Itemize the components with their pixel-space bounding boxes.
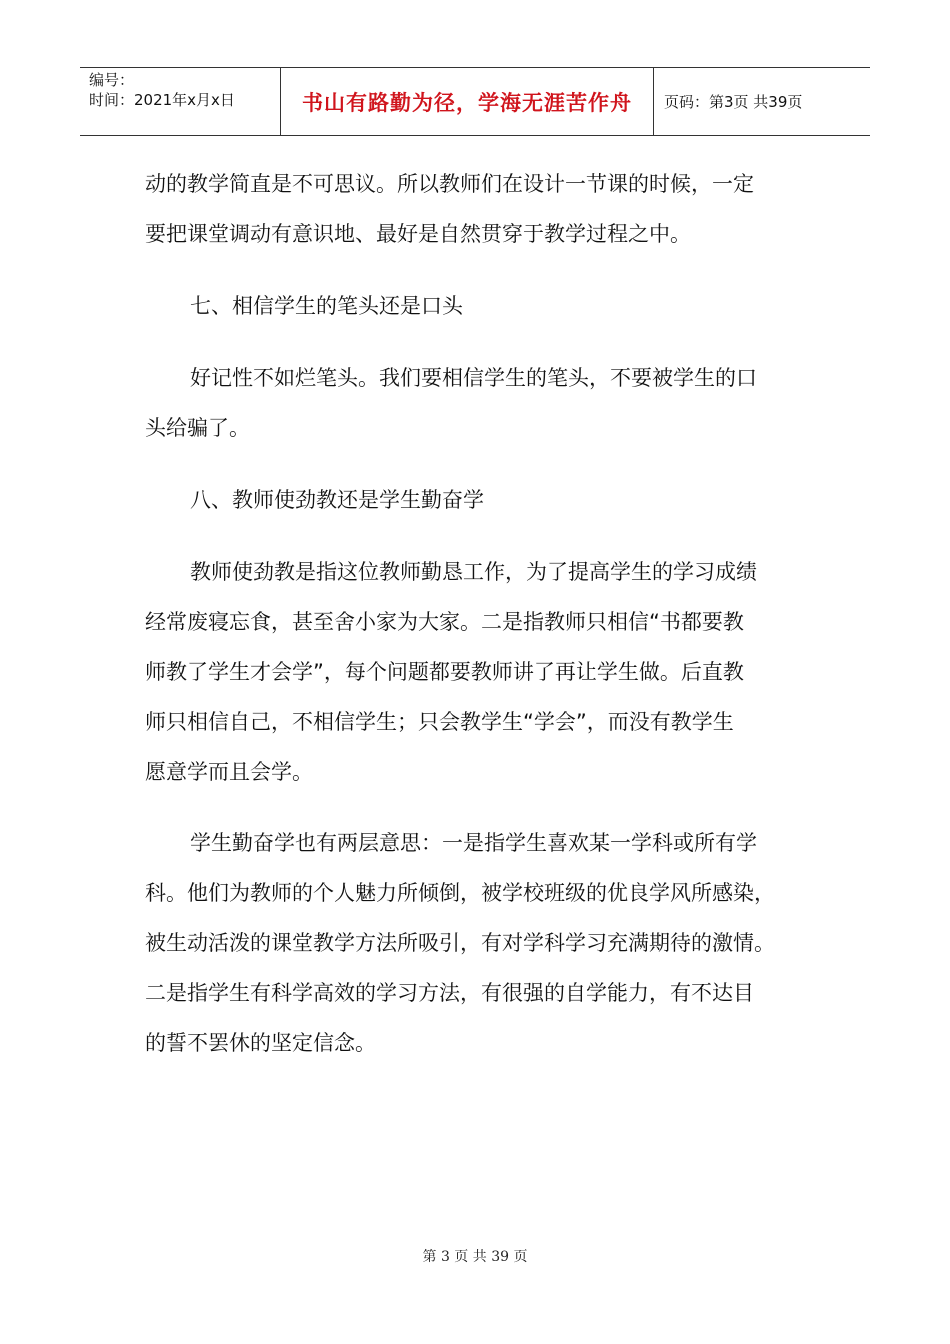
paragraph-line: 头给骗了。 [145, 416, 250, 440]
paragraph-line: 动的教学简直是不可思议。所以教师们在设计一节课的时候，一定 [145, 172, 754, 196]
page-footer: 第 3 页 共 39 页 [422, 1249, 528, 1265]
paragraph-line: 被生动活泼的课堂教学方法所吸引，有对学科学习充满期待的激情。 [145, 931, 775, 955]
paragraph-1 [145, 159, 805, 259]
paragraph-line: 要把课堂调动有意识地、最好是自然贯穿于教学过程之中。 [145, 222, 691, 246]
section-heading-8 [190, 475, 850, 525]
header-motto: 书山有路勤为径，学海无涯苦作舟 [302, 89, 632, 115]
document-header [80, 67, 870, 136]
paragraph-4 [145, 818, 805, 1068]
header-meta-cell [80, 68, 281, 135]
paragraph-line: 教师使劲教是指这位教师勤恳工作，为了提高学生的学习成绩 [190, 560, 757, 584]
paragraph-line: 科。他们为教师的个人魅力所倾倒，被学校班级的优良学风所感染， [145, 881, 775, 905]
paragraph-line: 师教了学生才会学”，每个问题都要教师讲了再让学生做。后直教 [145, 660, 744, 684]
number-label: 编号： [89, 71, 135, 89]
header-page-info: 页码：第3页 共39页 [664, 92, 803, 111]
paragraph-line: 二是指学生有科学高效的学习方法，有很强的自学能力，有不达目 [145, 981, 754, 1005]
paragraph-line: 师只相信自己，不相信学生；只会教学生“学会”，而没有教学生 [145, 710, 734, 734]
paragraph-line: 好记性不如烂笔头。我们要相信学生的笔头，不要被学生的口 [190, 366, 757, 390]
heading-text: 七、相信学生的笔头还是口头 [190, 294, 463, 318]
section-heading-7 [190, 281, 850, 331]
paragraph-3 [145, 547, 805, 797]
paragraph-line: 愿意学而且会学。 [145, 760, 313, 784]
paragraph-line: 学生勤奋学也有两层意思：一是指学生喜欢某一学科或所有学 [190, 831, 757, 855]
paragraph-2 [145, 353, 805, 453]
header-page-cell [654, 68, 870, 135]
date-line: 时间：2021年x月x日 [89, 91, 235, 109]
header-motto-cell [281, 68, 654, 135]
paragraph-line: 经常废寝忘食，甚至舍小家为大家。二是指教师只相信“书都要教 [145, 610, 744, 634]
paragraph-line: 的誓不罢休的坚定信念。 [145, 1031, 376, 1055]
heading-text: 八、教师使劲教还是学生勤奋学 [190, 488, 484, 512]
